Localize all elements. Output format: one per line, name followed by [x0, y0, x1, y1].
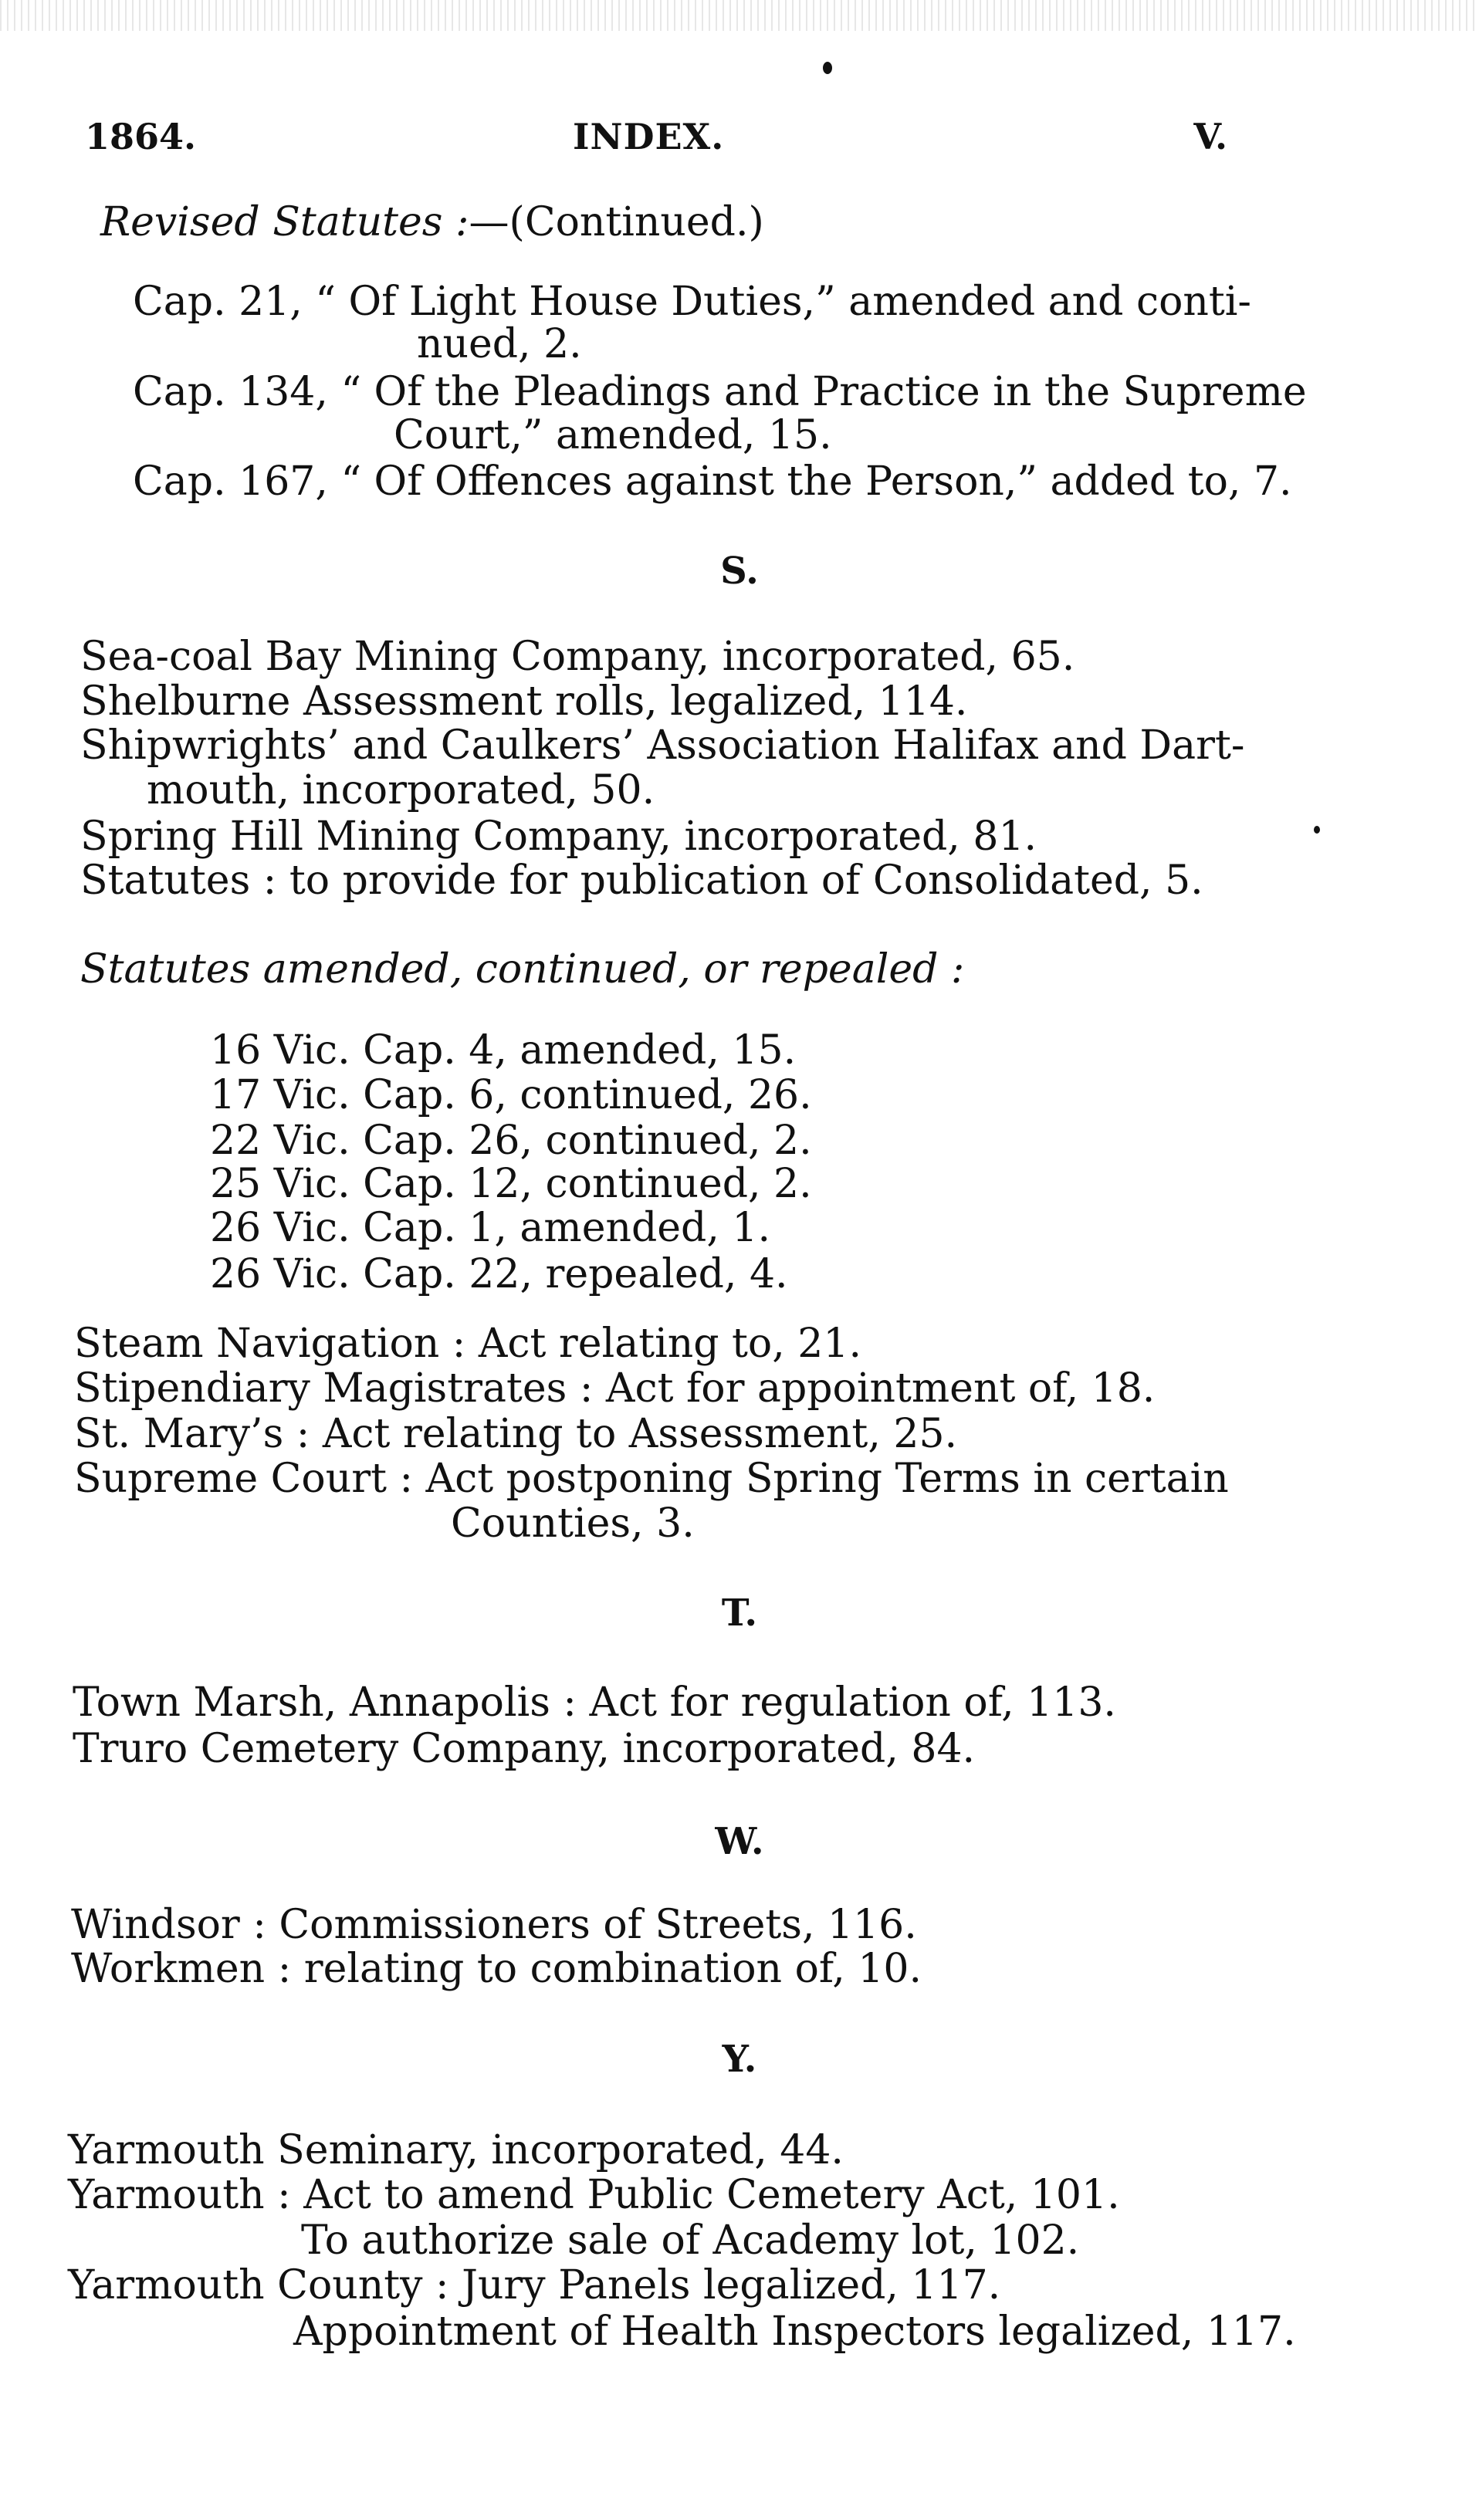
amended-item: 17 Vic. Cap. 6, continued, 26.	[210, 1072, 812, 1118]
entry-line: Supreme Court : Act postponing Spring Terms in certain	[74, 1456, 1229, 1502]
entry-line: Appointment of Health Inspectors legalized, 117.	[293, 2309, 1296, 2355]
entry-line: Spring Hill Mining Company, incorporated, 81.	[80, 814, 1037, 860]
section-letter-t: T.	[721, 1591, 758, 1635]
ink-dot	[823, 62, 832, 74]
entry-line: Yarmouth Seminary, incorporated, 44.	[68, 2127, 844, 2173]
entry-line: Stipendiary Magistrates : Act for appointment of, 18.	[74, 1365, 1156, 1412]
scan-noise	[0, 0, 1479, 31]
entry-line: St. Mary’s : Act relating to Assessment, 25.	[74, 1411, 958, 1457]
entry-line: Shelburne Assessment rolls, legalized, 114.	[80, 678, 968, 725]
entry-line: Shipwrights’ and Caulkers’ Association Halifax and Dart-	[80, 722, 1245, 769]
entry-line: Yarmouth : Act to amend Public Cemetery Act, 101.	[68, 2172, 1120, 2218]
entry-line: Windsor : Commissioners of Streets, 116.	[71, 1902, 917, 1948]
entry-line: mouth, incorporated, 50.	[147, 767, 655, 814]
entry-line: Town Marsh, Annapolis : Act for regulation of, 113.	[73, 1679, 1116, 1726]
entry-line: Cap. 134, “ Of the Pleadings and Practice in the Supreme	[133, 369, 1307, 415]
amended-item: 16 Vic. Cap. 4, amended, 15.	[210, 1027, 797, 1074]
entry-line: Court,” amended, 15.	[394, 412, 832, 458]
page-header	[85, 116, 1227, 170]
entry-line: nued, 2.	[417, 321, 582, 367]
section-letter-y: Y.	[722, 2038, 757, 2081]
entry-line: Truro Cemetery Company, incorporated, 84.	[73, 1726, 976, 1772]
ink-dot	[1314, 826, 1320, 834]
entry-line: Yarmouth County : Jury Panels legalized, 117.	[68, 2262, 1001, 2309]
entry-line: Counties, 3.	[451, 1500, 695, 1547]
section-letter-s: S.	[720, 550, 759, 593]
header-page-number: V.	[1193, 116, 1227, 157]
entry-line: Sea-coal Bay Mining Company, incorporated, 65.	[80, 634, 1075, 680]
entry-line: Cap. 21, “ Of Light House Duties,” amended and conti-	[133, 279, 1251, 325]
revised-heading-italic: Revised Statutes :	[100, 199, 469, 245]
header-year: 1864.	[85, 116, 197, 157]
amended-item: 22 Vic. Cap. 26, continued, 2.	[210, 1118, 812, 1164]
amended-heading: Statutes amended, continued, or repealed :	[80, 946, 965, 993]
header-title: INDEX.	[573, 116, 725, 157]
revised-heading-rest: —(Continued.)	[469, 199, 764, 245]
section-letter-w: W.	[715, 1820, 764, 1863]
entry-line: Steam Navigation : Act relating to, 21.	[74, 1321, 861, 1367]
entry-line: To authorize sale of Academy lot, 102.	[301, 2217, 1080, 2264]
amended-item: 25 Vic. Cap. 12, continued, 2.	[210, 1161, 812, 1207]
amended-item: 26 Vic. Cap. 22, repealed, 4.	[210, 1251, 788, 1297]
revised-statutes-heading	[100, 199, 764, 245]
entry-line: Workmen : relating to combination of, 10.	[71, 1946, 922, 1992]
entry-line: Statutes : to provide for publication of Consolidated, 5.	[80, 857, 1203, 904]
amended-item: 26 Vic. Cap. 1, amended, 1.	[210, 1205, 771, 1251]
entry-line: Cap. 167, “ Of Offences against the Person,” added to, 7.	[133, 458, 1292, 505]
